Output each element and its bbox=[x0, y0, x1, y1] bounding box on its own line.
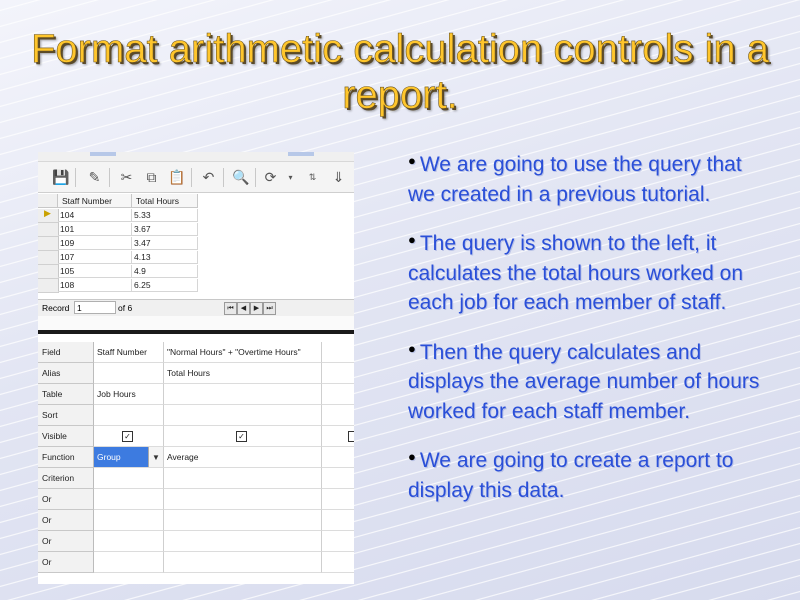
table-cell[interactable]: 3.67 bbox=[132, 223, 198, 236]
table-cell[interactable]: 101 bbox=[58, 223, 132, 236]
toolbar-separator bbox=[223, 168, 224, 187]
row-label-visible: Visible bbox=[38, 426, 94, 447]
row-label-sort: Sort bbox=[38, 405, 94, 426]
or-cell-1[interactable] bbox=[94, 510, 164, 531]
sort-icon[interactable]: ⇅ bbox=[308, 172, 317, 182]
visible-checkbox-3[interactable] bbox=[348, 431, 354, 442]
toolbar-separator bbox=[75, 168, 76, 187]
result-grid bbox=[38, 194, 354, 298]
table-cell-2[interactable] bbox=[164, 384, 322, 405]
table-cell-1[interactable]: Job Hours bbox=[94, 384, 164, 405]
paste-icon[interactable]: 📋 bbox=[168, 169, 186, 185]
row-selector[interactable] bbox=[38, 223, 59, 237]
pane-divider[interactable] bbox=[38, 330, 354, 334]
chevron-down-icon[interactable]: ▼ bbox=[148, 447, 163, 467]
or-cell-3[interactable] bbox=[322, 552, 354, 573]
visible-cell-1[interactable] bbox=[94, 426, 164, 447]
bullet-item: ● The query is shown to the left, it calculates the total hours worked on each job for each member of staff. bbox=[408, 232, 744, 314]
or-cell-3[interactable] bbox=[322, 531, 354, 552]
row-label-function: Function bbox=[38, 447, 94, 468]
alias-cell-2[interactable]: Total Hours bbox=[164, 363, 322, 384]
or-cell-3[interactable] bbox=[322, 489, 354, 510]
grid-corner bbox=[38, 194, 58, 208]
previous-record-icon[interactable]: ◀ bbox=[237, 302, 250, 315]
table-cell[interactable]: 4.9 bbox=[132, 265, 198, 278]
row-selector[interactable] bbox=[38, 209, 59, 223]
sort-cell-1[interactable] bbox=[94, 405, 164, 426]
copy-icon[interactable]: ⧉ bbox=[146, 169, 157, 185]
down-arrow-icon[interactable]: ⇓ bbox=[332, 169, 345, 185]
field-cell-2[interactable]: "Normal Hours" + "Overtime Hours" bbox=[164, 342, 322, 363]
bullet-dot-icon: ● bbox=[408, 232, 416, 247]
alias-cell-1[interactable] bbox=[94, 363, 164, 384]
sort-cell-3[interactable] bbox=[322, 405, 354, 426]
bullet-list bbox=[408, 146, 768, 521]
row-label-or: Or bbox=[38, 489, 94, 510]
bullet-item: ● We are going to create a report to display this data. bbox=[408, 449, 734, 502]
visible-cell-2[interactable] bbox=[164, 426, 322, 447]
table-cell[interactable]: 3.47 bbox=[132, 237, 198, 250]
function-value-1: Group bbox=[97, 452, 121, 462]
criterion-cell-3[interactable] bbox=[322, 468, 354, 489]
row-label-alias: Alias bbox=[38, 363, 94, 384]
current-row-icon: ▶ bbox=[44, 208, 51, 218]
record-count: of 6 bbox=[118, 303, 133, 313]
last-record-icon[interactable]: ⏭ bbox=[263, 302, 276, 315]
row-label-criterion: Criterion bbox=[38, 468, 94, 489]
table-cell[interactable]: 5.33 bbox=[132, 209, 198, 222]
record-navigation bbox=[38, 299, 354, 317]
query-screenshot bbox=[38, 152, 354, 584]
bullet-dot-icon: ● bbox=[408, 449, 416, 464]
bullet-dot-icon: ● bbox=[408, 340, 416, 356]
criterion-cell-2[interactable] bbox=[164, 468, 322, 489]
visible-checkbox-2[interactable]: ✓ bbox=[236, 431, 247, 442]
row-selector[interactable] bbox=[38, 251, 59, 265]
row-label-or: Or bbox=[38, 510, 94, 531]
field-cell-3[interactable] bbox=[322, 342, 354, 363]
toolbar-separator bbox=[109, 168, 110, 187]
or-cell-3[interactable] bbox=[322, 510, 354, 531]
column-header[interactable]: Staff Number bbox=[58, 194, 132, 208]
row-selector[interactable] bbox=[38, 237, 59, 251]
toolbar-separator bbox=[255, 168, 256, 187]
column-header[interactable]: Total Hours bbox=[132, 194, 198, 208]
table-cell[interactable]: 6.25 bbox=[132, 279, 198, 292]
criterion-cell-1[interactable] bbox=[94, 468, 164, 489]
alias-cell-3[interactable] bbox=[322, 363, 354, 384]
row-label-field: Field bbox=[38, 342, 94, 363]
toolbar-separator bbox=[191, 168, 192, 187]
or-cell-1[interactable] bbox=[94, 489, 164, 510]
table-cell[interactable]: 105 bbox=[58, 265, 132, 278]
function-cell-3[interactable] bbox=[322, 447, 354, 468]
or-cell-2[interactable] bbox=[164, 489, 322, 510]
refresh-icon[interactable]: ⟳ bbox=[264, 169, 277, 185]
sort-cell-2[interactable] bbox=[164, 405, 322, 426]
table-cell-3[interactable] bbox=[322, 384, 354, 405]
table-cell[interactable]: 4.13 bbox=[132, 251, 198, 264]
row-label-or: Or bbox=[38, 552, 94, 573]
undo-icon[interactable]: ↶ bbox=[202, 169, 215, 185]
bullet-item: ● We are going to use the query that we created in a previous tutorial. bbox=[408, 153, 742, 206]
next-record-icon[interactable]: ▶ bbox=[250, 302, 263, 315]
or-cell-2[interactable] bbox=[164, 510, 322, 531]
dropdown-icon[interactable]: ▾ bbox=[288, 173, 293, 182]
table-cell[interactable]: 107 bbox=[58, 251, 132, 264]
function-cell-2[interactable]: Average bbox=[164, 447, 322, 468]
visible-cell-3[interactable] bbox=[322, 426, 354, 447]
row-selector[interactable] bbox=[38, 279, 59, 293]
or-cell-1[interactable] bbox=[94, 552, 164, 573]
row-selector[interactable] bbox=[38, 265, 59, 279]
find-icon[interactable]: 🔍 bbox=[232, 169, 250, 185]
row-label-or: Or bbox=[38, 531, 94, 552]
function-select-1[interactable] bbox=[94, 447, 164, 468]
table-cell[interactable]: 104 bbox=[58, 209, 132, 222]
save-icon[interactable]: 💾 bbox=[52, 169, 70, 185]
row-label-table: Table bbox=[38, 384, 94, 405]
edit-icon[interactable]: ✎ bbox=[88, 169, 101, 185]
window-top-strip bbox=[38, 152, 354, 162]
bullet-dot-icon: ● bbox=[408, 153, 416, 168]
empty-area bbox=[38, 316, 354, 330]
cut-icon[interactable]: ✂ bbox=[120, 169, 133, 185]
or-cell-1[interactable] bbox=[94, 531, 164, 552]
record-number-input[interactable]: 1 bbox=[74, 301, 116, 314]
table-cell[interactable]: 108 bbox=[58, 279, 132, 292]
toolbar bbox=[38, 162, 354, 193]
or-cell-2[interactable] bbox=[164, 552, 322, 573]
table-cell[interactable]: 109 bbox=[58, 237, 132, 250]
slide-title: Format arithmetic calculation controls in a report. bbox=[30, 27, 770, 117]
first-record-icon[interactable]: ⏮ bbox=[224, 302, 237, 315]
visible-checkbox-1[interactable]: ✓ bbox=[122, 431, 133, 442]
or-cell-2[interactable] bbox=[164, 531, 322, 552]
record-label: Record bbox=[42, 303, 70, 313]
bullet-item: ● Then the query calculates and displays the average number of hours worked for each staff member. bbox=[408, 340, 760, 423]
field-cell-1[interactable]: Staff Number bbox=[94, 342, 164, 363]
